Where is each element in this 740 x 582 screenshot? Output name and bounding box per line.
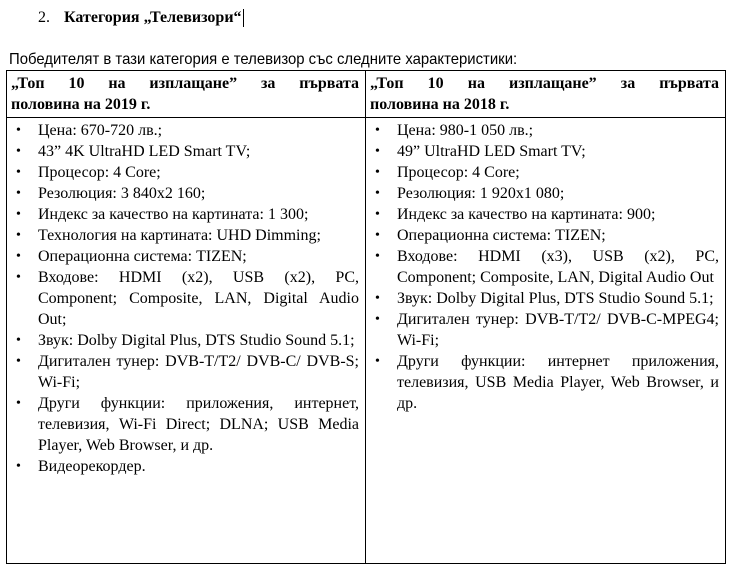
- header-line: „Топ 10 на изплащане” за първата: [370, 75, 719, 92]
- list-item: • Други функции: интернет приложения, телевизия, USB Media Player, Web Browser, и др.: [397, 351, 719, 414]
- list-item: • Операционна система: TIZEN;: [38, 246, 359, 267]
- list-number: 2.: [38, 9, 50, 26]
- list-item: • Цена: 670-720 лв.;: [38, 120, 359, 141]
- list-item: • Дигитален тунер: DVB-T/T2/ DVB-C/ DVB-S; Wi-Fi;: [38, 351, 359, 393]
- list-item: • 49” UltraHD LED Smart TV;: [397, 141, 719, 162]
- section-title[interactable]: Категория „Телевизори“: [64, 9, 242, 26]
- list-item: • Технология на картината: UHD Dimming;: [38, 225, 359, 246]
- column-header-2018: [366, 71, 726, 118]
- list-item: • Резолюция: 1 920x1 080;: [397, 183, 719, 204]
- spec-cell-2019: [7, 118, 366, 564]
- list-item: • Операционна система: TIZEN;: [397, 225, 719, 246]
- list-item: • Звук: Dolby Digital Plus, DTS Studio Sound 5.1;: [397, 288, 719, 309]
- header-line: половина на 2019 г.: [11, 96, 151, 113]
- spec-list-2018: [370, 120, 719, 414]
- list-item: • Индекс за качество на картината: 1 300;: [38, 204, 359, 225]
- list-item: • Процесор: 4 Core;: [38, 162, 359, 183]
- section-heading: [38, 8, 244, 28]
- list-item: • Входове: HDMI (x2), USB (x2), PC, Component; Composite, LAN, Digital Audio Out;: [38, 267, 359, 330]
- list-item: • Видеорекордер.: [38, 456, 359, 477]
- list-item: • Процесор: 4 Core;: [397, 162, 719, 183]
- header-line: половина на 2018 г.: [370, 96, 510, 113]
- column-header-2019: [7, 71, 366, 118]
- comparison-table: [6, 70, 726, 564]
- list-item: • Дигитален тунер: DVB-T/T2/ DVB-C-MPEG4; Wi-Fi;: [397, 309, 719, 351]
- spec-list-2019: [11, 120, 359, 477]
- text-cursor: [243, 9, 244, 27]
- list-item: • Звук: Dolby Digital Plus, DTS Studio Sound 5.1;: [38, 330, 359, 351]
- header-line: „Топ 10 на изплащане” за първата: [11, 75, 359, 92]
- list-item: • Резолюция: 3 840x2 160;: [38, 183, 359, 204]
- list-item: • Други функции: приложения, интернет, телевизия, Wi-Fi Direct; DLNA; USB Media Player, Web Browser, и др.: [38, 393, 359, 456]
- list-item: • Входове: HDMI (x3), USB (x2), PC, Component; Composite, LAN, Digital Audio Out: [397, 246, 719, 288]
- list-item: • Индекс за качество на картината: 900;: [397, 204, 719, 225]
- list-item: • 43” 4K UltraHD LED Smart TV;: [38, 141, 359, 162]
- list-item: • Цена: 980-1 050 лв.;: [397, 120, 719, 141]
- spec-cell-2018: [366, 118, 726, 564]
- intro-paragraph: Победителят в тази категория е телевизор със следните характеристики:: [9, 51, 518, 68]
